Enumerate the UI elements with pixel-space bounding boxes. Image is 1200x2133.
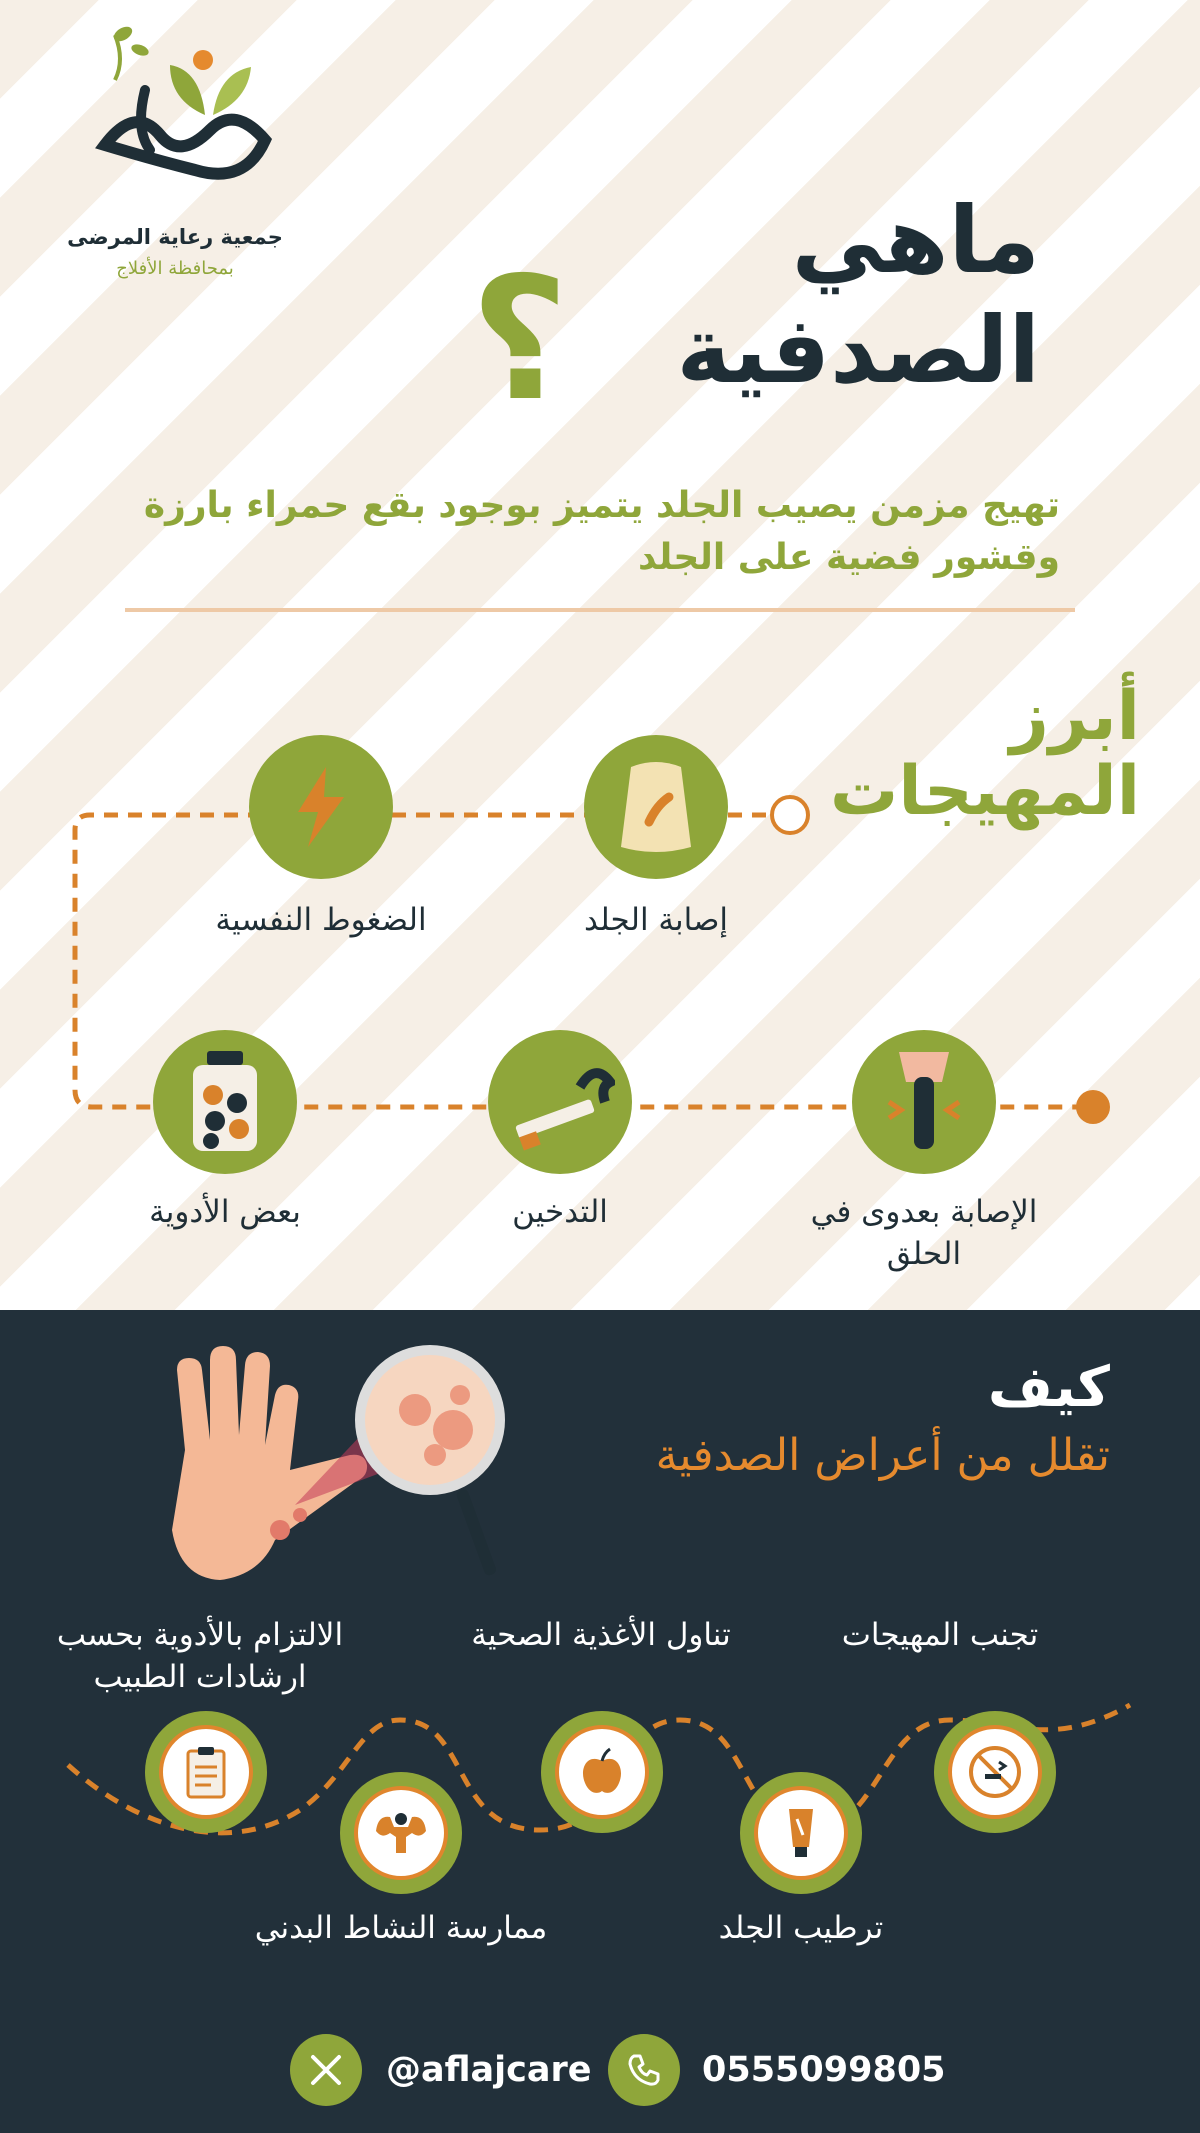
relief-label-avoid: تجنب المهيجات — [841, 1617, 1039, 1653]
social-handle[interactable]: @aflajcare — [386, 2050, 592, 2090]
trigger-label-smoking: التدخين — [512, 1194, 608, 1230]
prescription-icon — [159, 1725, 253, 1819]
org-name: جمعية رعاية المرضى — [67, 225, 283, 249]
phone-number[interactable]: 0555099805 — [702, 2050, 946, 2090]
trigger-label-throat: الإصابة بعدوى في الحلق — [810, 1194, 1038, 1272]
apple-icon — [555, 1725, 649, 1819]
x-logo-icon[interactable] — [290, 2034, 362, 2106]
relief-circle-medication — [145, 1711, 267, 1833]
relief-label-exercise: ممارسة النشاط البدني — [254, 1910, 548, 1946]
triggers-title-line1: أبرز — [1009, 677, 1140, 756]
throat-icon — [852, 1030, 996, 1174]
definition-text: تهيج مزمن يصيب الجلد يتميز بوجود بقع حمراء بارزة وقشور فضية على الجلد — [143, 485, 1060, 579]
page-title-line1: ماهي — [791, 187, 1040, 294]
relief-title-line1: كيف — [987, 1355, 1110, 1420]
relief-label-moisturize: ترطيب الجلد — [718, 1910, 884, 1946]
trigger-label-skin: إصابة الجلد — [583, 902, 729, 938]
trigger-label-medicines: بعض الأدوية — [149, 1194, 301, 1230]
trigger-label-stress: الضغوط النفسية — [215, 902, 427, 938]
lightning-icon — [249, 735, 393, 879]
org-region: بمحافظة الأفلاج — [116, 258, 234, 279]
question-mark: ؟ — [470, 241, 569, 439]
cream-tube-icon — [754, 1786, 848, 1880]
relief-circle-food — [541, 1711, 663, 1833]
relief-label-food: تناول الأغذية الصحية — [471, 1617, 731, 1653]
relief-circle-exercise — [340, 1772, 462, 1894]
cigarette-icon — [488, 1030, 632, 1174]
phone-icon[interactable] — [608, 2034, 680, 2106]
page-title-line2: الصدفية — [676, 297, 1040, 404]
muscle-icon — [354, 1786, 448, 1880]
skin-patch-icon — [584, 735, 728, 879]
triggers-title-line2: المهيجات — [830, 751, 1140, 831]
no-triggers-icon — [948, 1725, 1042, 1819]
relief-circle-avoid — [934, 1711, 1056, 1833]
pill-jar-icon — [153, 1030, 297, 1174]
relief-circle-moisturize — [740, 1772, 862, 1894]
relief-title-line2: تقلل من أعراض الصدفية — [655, 1430, 1110, 1481]
relief-label-medication: الالتزام بالأدوية بحسب ارشادات الطبيب — [56, 1617, 344, 1695]
